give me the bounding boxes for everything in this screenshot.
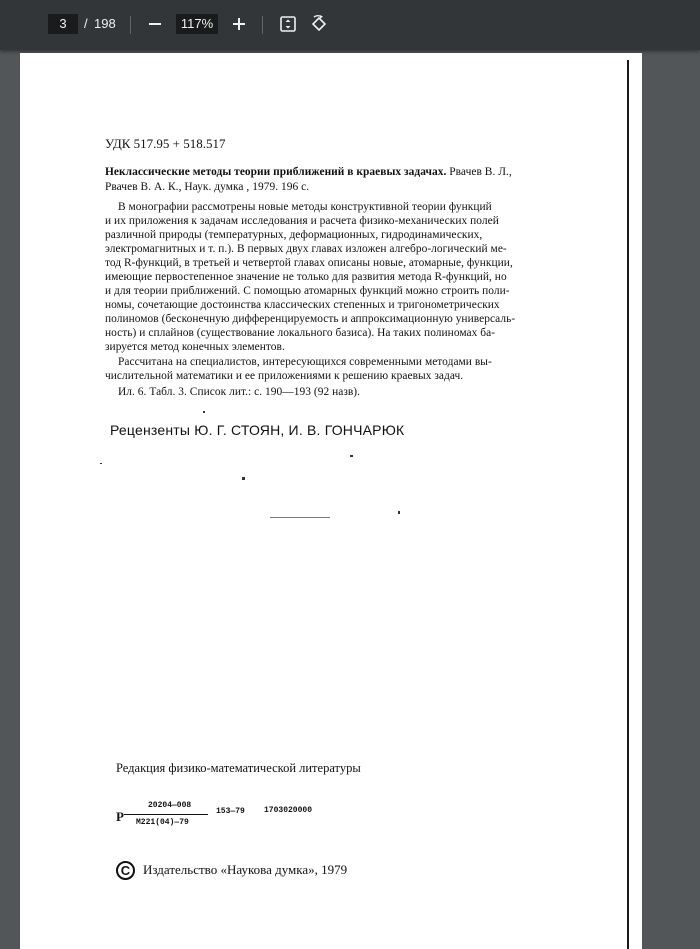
citation-line xyxy=(105,165,512,180)
zoom-level-input[interactable]: 117% xyxy=(176,14,218,34)
audience-line: Рассчитана на специалистов, интересующихся современными методами вы- xyxy=(118,356,492,368)
fit-page-button[interactable] xyxy=(276,12,300,36)
document-page xyxy=(20,53,642,949)
abstract-line: ность) и сплайнов (существование локального базиса). На таких полиномах ба- xyxy=(105,327,496,339)
catalog-code-fraction-line xyxy=(124,814,208,815)
scan-speck xyxy=(350,455,353,457)
catalog-code-letter: Р xyxy=(116,809,124,824)
minus-icon xyxy=(148,17,162,31)
illustrations-info: Ил. 6. Табл. 3. Список лит.: с. 190—193 (92 назв). xyxy=(118,386,361,398)
scan-speck xyxy=(398,511,400,514)
page-total: 198 xyxy=(94,16,116,31)
abstract-line: и для теории приближений. С помощью атомарных функций можно строить поли- xyxy=(105,285,510,297)
audience-line: числительной математики и ее приложениями к решению краевых задач. xyxy=(105,370,464,382)
copyright-icon: С xyxy=(116,861,135,880)
zoom-in-button[interactable] xyxy=(227,12,251,36)
abstract-line: различной природы (температурных, деформационных, гидродинамических, xyxy=(105,229,483,241)
pdf-toolbar xyxy=(0,0,700,50)
toolbar-divider xyxy=(262,16,263,34)
abstract-line: зируется метод конечных элементов. xyxy=(105,341,285,353)
scan-speck xyxy=(203,411,205,413)
abstract-line: электромагнитных и т. п.). В первых двух главах изложен алгебро-логический ме- xyxy=(105,243,507,255)
publisher-line: Издательство «Наукова думка», 1979 xyxy=(143,862,348,877)
scan-speck xyxy=(242,477,245,480)
toolbar-divider xyxy=(130,16,131,34)
abstract-line: имеющие первостепенное значение не только для развития метода R-функций, но xyxy=(105,271,507,283)
book-title: Неклассические методы теории приближений в краевых задачах. xyxy=(105,166,447,178)
zoom-out-button[interactable] xyxy=(143,12,167,36)
abstract-line: тод R-функций, в третьей и четвертой главах описаны новые, атомарные, функции, xyxy=(105,257,513,269)
page-number-input[interactable]: 3 xyxy=(48,14,78,34)
plus-icon xyxy=(232,17,246,31)
catalog-code-numerator: 20204—008 xyxy=(148,801,192,810)
catalog-code-middle: 153—79 xyxy=(216,807,245,816)
scan-speck xyxy=(270,517,330,518)
abstract-line: В монографии рассмотрены новые методы конструктивной теории функций xyxy=(118,201,492,213)
abstract-line: и их приложения к задачам исследования и расчета физико-механических полей xyxy=(105,215,499,227)
page-separator: / xyxy=(84,16,88,31)
reviewers: Рецензенты Ю. Г. СТОЯН, И. В. ГОНЧАРЮК xyxy=(110,422,405,438)
page-scan-edge xyxy=(627,60,629,949)
abstract-line: номы, сочетающие достоинства классических степенных и тригонометрических xyxy=(105,299,500,311)
fit-page-icon xyxy=(279,15,297,33)
scan-speck xyxy=(100,463,102,464)
rotate-button[interactable] xyxy=(307,12,331,36)
catalog-code-denominator: М221(04)—79 xyxy=(136,818,189,827)
citation-line: Рвачев В. А. К., Наук. думка , 1979. 196 с. xyxy=(105,181,310,193)
rotate-icon xyxy=(310,15,328,33)
udk-classification: УДК 517.95 + 518.517 xyxy=(105,136,226,151)
catalog-code-right: 1703020000 xyxy=(264,806,313,815)
editorial-office: Редакция физико-математической литературы xyxy=(116,761,361,775)
book-authors: Рвачев В. Л., xyxy=(446,166,512,178)
abstract-line: полиномов (бесконечную дифференцируемость и аппроксимационную универсаль- xyxy=(105,313,516,325)
